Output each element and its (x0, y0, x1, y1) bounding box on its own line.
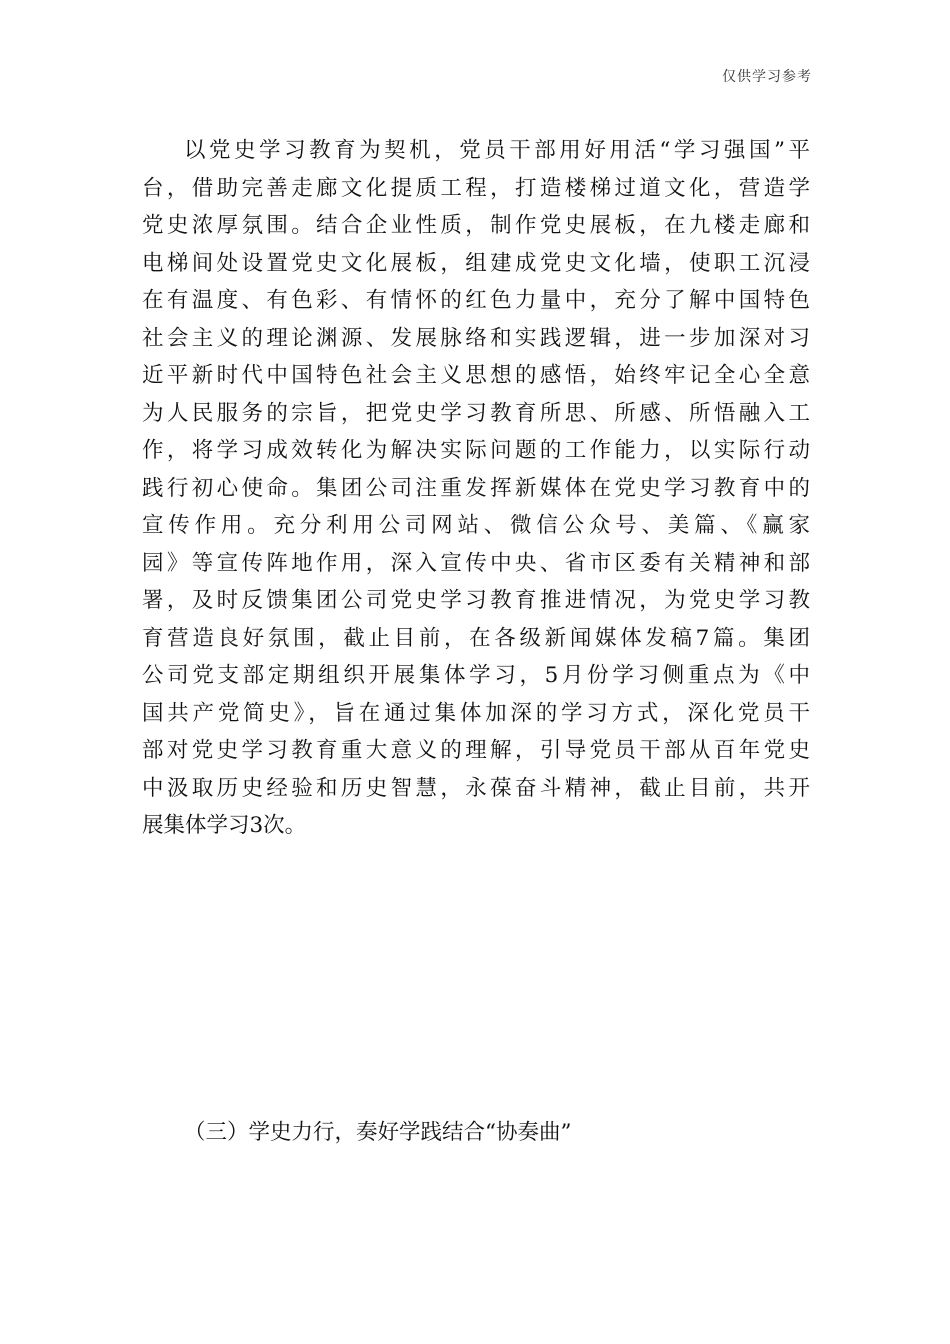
paragraph-line: 展集体学习3次。 (142, 813, 307, 838)
paragraph-line: 作，将学习成效转化为解决实际问题的工作能力，以实际行动 (142, 438, 810, 463)
paragraph-line: 育营造良好氛围，截止目前，在各级新闻媒体发稿7篇。集团 (142, 625, 810, 651)
paragraph-line: 部对党史学习教育重大意义的理解，引导党员干部从百年党史 (142, 738, 810, 763)
header-note: 仅供学习参考 (722, 69, 812, 85)
paragraph-line: 践行初心使命。集团公司注重发挥新媒体在党史学习教育中的 (142, 475, 810, 501)
paragraph-line: 署，及时反馈集团公司党史学习教育推进情况，为党史学习教 (142, 588, 810, 613)
paragraph-line: 在有温度、有色彩、有情怀的红色力量中，充分了解中国特色 (142, 288, 810, 313)
paragraph-line: 社会主义的理论渊源、发展脉络和实践逻辑，进一步加深对习 (142, 325, 810, 351)
paragraph-line: 国共产党简史》，旨在通过集体加深的学习方式，深化党员干 (142, 700, 810, 726)
paragraph-line: 中汲取历史经验和历史智慧，永葆奋斗精神，截止目前，共开 (142, 775, 810, 801)
paragraph-line: 党史浓厚氛围。结合企业性质，制作党史展板，在九楼走廊和 (142, 213, 810, 238)
paragraph-line: 电梯间处设置党史文化展板，组建成党史文化墙，使职工沉浸 (142, 250, 810, 276)
paragraph-line: 公司党支部定期组织开展集体学习，5月份学习侧重点为《中 (142, 663, 810, 688)
paragraph-line: 园》等宣传阵地作用，深入宣传中央、省市区委有关精神和部 (142, 550, 810, 576)
paragraph-line: 台，借助完善走廊文化提质工程，打造楼梯过道文化，营造学 (142, 175, 810, 201)
section-heading: （三）学史力行，奏好学践结合“协奏曲” (184, 1120, 572, 1145)
paragraph-line: 宣传作用。充分利用公司网站、微信公众号、美篇、《赢家 (142, 513, 810, 538)
body-paragraph (142, 132, 810, 845)
paragraph-line: 以党史学习教育为契机，党员干部用好用活“学习强国”平 (184, 138, 810, 163)
paragraph-line: 为人民服务的宗旨，把党史学习教育所思、所感、所悟融入工 (142, 400, 810, 426)
paragraph-line: 近平新时代中国特色社会主义思想的感悟，始终牢记全心全意 (142, 363, 810, 388)
